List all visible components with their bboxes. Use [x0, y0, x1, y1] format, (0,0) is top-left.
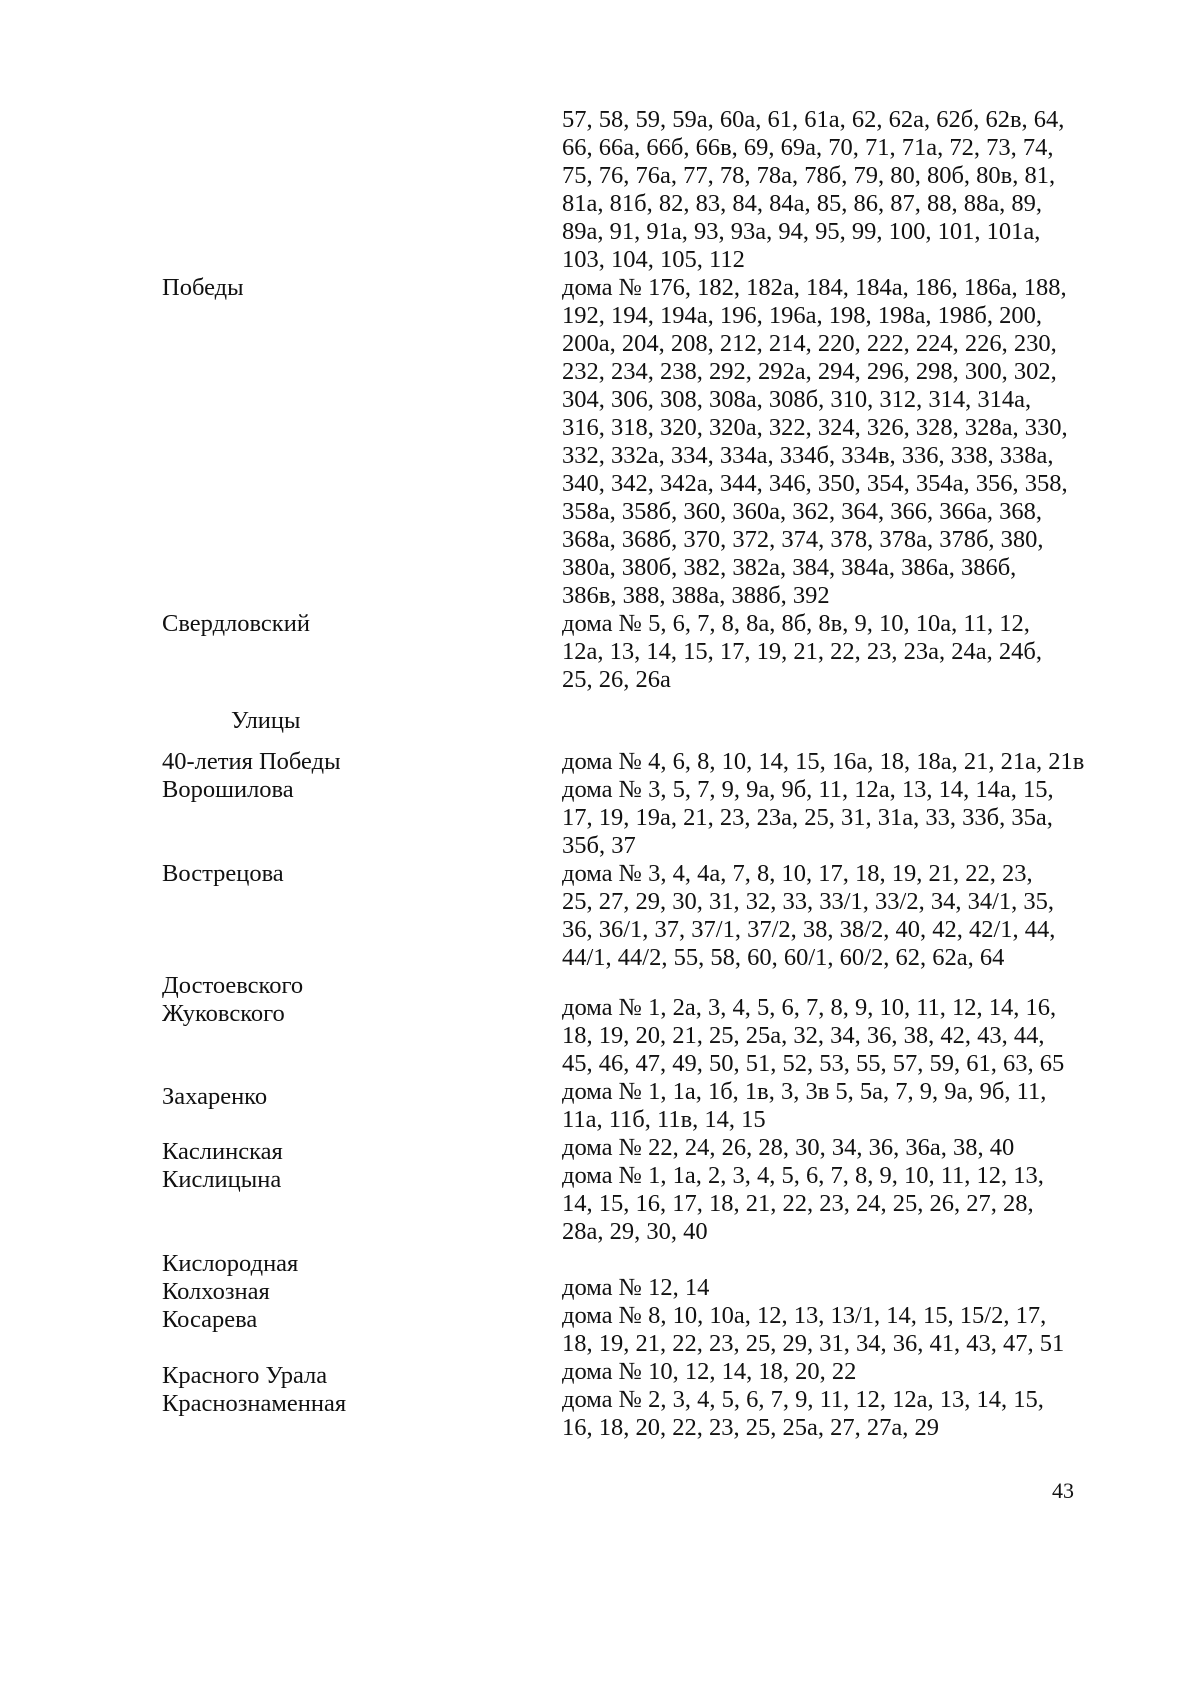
street-name: Победы — [162, 274, 244, 301]
house-numbers-line: 16, 18, 20, 22, 23, 25, 25а, 27, 27а, 29 — [562, 1414, 939, 1441]
street-name: Жуковского — [162, 1000, 285, 1027]
house-numbers-line: 386в, 388, 388а, 388б, 392 — [562, 582, 830, 609]
house-numbers-line: 18, 19, 21, 22, 23, 25, 29, 31, 34, 36, 41, 43, 47, 51 — [562, 1330, 1065, 1357]
house-numbers-line: 35б, 37 — [562, 832, 636, 859]
house-numbers-line: 200а, 204, 208, 212, 214, 220, 222, 224, 226, 230, — [562, 330, 1057, 357]
house-numbers-line: 232, 234, 238, 292, 292а, 294, 296, 298, 300, 302, — [562, 358, 1057, 385]
house-numbers-line: 18, 19, 20, 21, 25, 25а, 32, 34, 36, 38, 42, 43, 44, — [562, 1022, 1045, 1049]
page-number: 43 — [1052, 1478, 1074, 1503]
house-numbers-line: дома № 12, 14 — [562, 1274, 710, 1301]
house-numbers-line: 12а, 13, 14, 15, 17, 19, 21, 22, 23, 23а, 24а, 24б, — [562, 638, 1042, 665]
house-numbers-line: 57, 58, 59, 59а, 60а, 61, 61а, 62, 62а, 62б, 62в, 64, — [562, 106, 1065, 133]
house-numbers-line: дома № 176, 182, 182а, 184, 184а, 186, 186а, 188, — [562, 274, 1067, 301]
house-numbers-line: дома № 4, 6, 8, 10, 14, 15, 16а, 18, 18а, 21, 21а, 21в — [562, 748, 1085, 775]
street-name: Захаренко — [162, 1083, 268, 1110]
house-numbers-line: дома № 2, 3, 4, 5, 6, 7, 9, 11, 12, 12а, 13, 14, 15, — [562, 1386, 1044, 1413]
house-numbers-line: дома № 3, 4, 4а, 7, 8, 10, 17, 18, 19, 21, 22, 23, — [562, 860, 1033, 887]
house-numbers-line: 332, 332а, 334, 334а, 334б, 334в, 336, 338, 338а, — [562, 442, 1054, 469]
house-numbers-line: дома № 1, 1а, 2, 3, 4, 5, 6, 7, 8, 9, 10, 11, 12, 13, — [562, 1162, 1044, 1189]
street-name: Достоевского — [162, 972, 304, 999]
house-numbers-line: 36, 36/1, 37, 37/1, 37/2, 38, 38/2, 40, 42, 42/1, 44, — [562, 916, 1056, 943]
house-numbers-line: дома № 8, 10, 10а, 12, 13, 13/1, 14, 15, 15/2, 17, — [562, 1302, 1047, 1329]
house-numbers-line: 11а, 11б, 11в, 14, 15 — [562, 1106, 766, 1133]
house-numbers-line: 75, 76, 76а, 77, 78, 78а, 78б, 79, 80, 80б, 80в, 81, — [562, 162, 1056, 189]
street-name: Красного Урала — [162, 1362, 328, 1389]
house-numbers-line: 368а, 368б, 370, 372, 374, 378, 378а, 378б, 380, — [562, 526, 1044, 553]
house-numbers-line: 316, 318, 320, 320а, 322, 324, 326, 328, 328а, 330, — [562, 414, 1068, 441]
street-name: Каслинская — [162, 1138, 283, 1165]
street-name: 40-летия Победы — [162, 748, 341, 775]
house-numbers-line: 66, 66а, 66б, 66в, 69, 69а, 70, 71, 71а, 72, 73, 74, — [562, 134, 1054, 161]
street-name: Косарева — [162, 1306, 258, 1333]
street-name: Свердловский — [162, 610, 310, 637]
house-numbers-line: 340, 342, 342а, 344, 346, 350, 354, 354а, 356, 358, — [562, 470, 1068, 497]
house-numbers-line: дома № 22, 24, 26, 28, 30, 34, 36, 36а, 38, 40 — [562, 1134, 1015, 1161]
section-heading: Улицы — [231, 707, 301, 734]
street-name: Вострецова — [162, 860, 284, 887]
house-numbers-line: 380а, 380б, 382, 382а, 384, 384а, 386а, 386б, — [562, 554, 1017, 581]
house-numbers-line: 358а, 358б, 360, 360а, 362, 364, 366, 366а, 368, — [562, 498, 1042, 525]
house-numbers-line: дома № 10, 12, 14, 18, 20, 22 — [562, 1358, 857, 1385]
house-numbers-line: 17, 19, 19а, 21, 23, 23а, 25, 31, 31а, 33, 33б, 35а, — [562, 804, 1053, 831]
house-numbers-line: 25, 27, 29, 30, 31, 32, 33, 33/1, 33/2, 34, 34/1, 35, — [562, 888, 1055, 915]
house-numbers-line: 81а, 81б, 82, 83, 84, 84а, 85, 86, 87, 88, 88а, 89, — [562, 190, 1042, 217]
house-numbers-line: 45, 46, 47, 49, 50, 51, 52, 53, 55, 57, 59, 61, 63, 65 — [562, 1050, 1065, 1077]
house-numbers-line: 89а, 91, 91а, 93, 93а, 94, 95, 99, 100, 101, 101а, — [562, 218, 1041, 245]
house-numbers-line: дома № 5, 6, 7, 8, 8а, 8б, 8в, 9, 10, 10а, 11, 12, — [562, 610, 1030, 637]
street-name: Кислицына — [162, 1166, 282, 1193]
street-name: Ворошилова — [162, 776, 294, 803]
house-numbers-line: 25, 26, 26а — [562, 666, 671, 693]
house-numbers-line: 44/1, 44/2, 55, 58, 60, 60/1, 60/2, 62, 62а, 64 — [562, 944, 1005, 971]
house-numbers-line: 28а, 29, 30, 40 — [562, 1218, 708, 1245]
street-name: Кислородная — [162, 1250, 299, 1277]
house-numbers-line: дома № 3, 5, 7, 9, 9а, 9б, 11, 12а, 13, 14, 14а, 15, — [562, 776, 1054, 803]
street-name: Краснознаменная — [162, 1390, 347, 1417]
house-numbers-line: дома № 1, 2а, 3, 4, 5, 6, 7, 8, 9, 10, 11, 12, 14, 16, — [562, 994, 1057, 1021]
house-numbers-line: дома № 1, 1а, 1б, 1в, 3, 3в 5, 5а, 7, 9, 9а, 9б, 11, — [562, 1078, 1047, 1105]
street-name: Колхозная — [162, 1278, 270, 1305]
house-numbers-line: 14, 15, 16, 17, 18, 21, 22, 23, 24, 25, 26, 27, 28, — [562, 1190, 1034, 1217]
house-numbers-line: 304, 306, 308, 308а, 308б, 310, 312, 314, 314а, — [562, 386, 1032, 413]
house-numbers-line: 192, 194, 194а, 196, 196а, 198, 198а, 198б, 200, — [562, 302, 1042, 329]
house-numbers-line: 103, 104, 105, 112 — [562, 246, 745, 273]
